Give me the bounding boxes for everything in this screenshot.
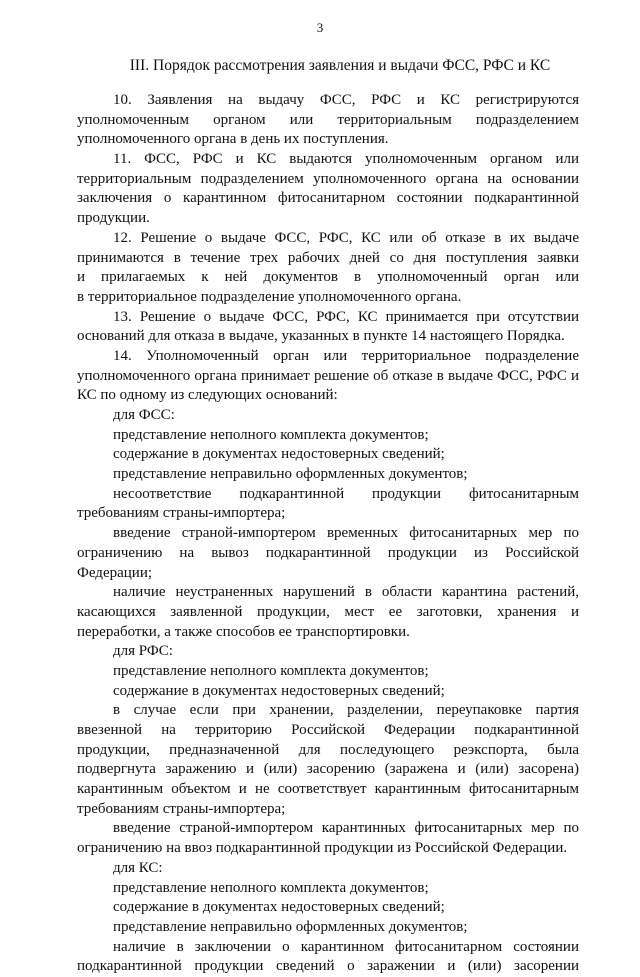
text-line: введение страной-импортером временных фитосанитарных мер по <box>113 525 579 542</box>
section-title: III. Порядок рассмотрения заявления и выдачи ФСС, РФС и КС <box>129 57 551 74</box>
text-line: содержание в документах недостоверных сведений; <box>113 899 445 916</box>
text-line: КС по одному из следующих оснований: <box>77 387 338 404</box>
text-line: касающихся заявленной продукции, мест ее заготовки, хранения и <box>77 603 579 620</box>
text-line: подвергнута заражению и (или) засорению (заражена и (или) засорена) <box>77 761 579 778</box>
text-line: представление неполного комплекта документов; <box>113 879 429 896</box>
text-line: оснований для отказа в выдаче, указанных в пункте 14 настоящего Порядка. <box>77 328 565 345</box>
text-line: наличие неустраненных нарушений в области карантина растений, <box>113 584 579 601</box>
text-line: продукции. <box>77 210 150 227</box>
text-line: введение страной-импортером карантинных фитосанитарных мер по <box>113 820 579 837</box>
text-line: ограничению на вывоз подкарантинной продукции из Российской <box>77 544 579 561</box>
text-line: для ФСС: <box>113 407 175 423</box>
text-line: уполномоченного органа в день их поступления. <box>77 131 389 148</box>
page-number: 3 <box>316 20 324 35</box>
text-line: подкарантинной продукции сведений о заражении и (или) засорении <box>77 958 579 975</box>
text-line: представление неполного комплекта документов; <box>113 662 429 679</box>
text-line: содержание в документах недостоверных сведений; <box>113 446 445 463</box>
text-line: ограничению на ввоз подкарантинной продукции из Российской Федерации. <box>77 840 568 857</box>
text-line: 12. Решение о выдаче ФСС, РФС, КС или об отказе в их выдаче <box>113 229 579 246</box>
document-body <box>77 91 579 977</box>
text-line: 13. Решение о выдаче ФСС, РФС, КС принимается при отсутствии <box>113 308 579 325</box>
text-line: в случае если при хранении, разделении, переупаковке партия <box>113 702 579 719</box>
text-line: 11. ФСС, РФС и КС выдаются уполномоченным органом или <box>113 151 579 168</box>
text-line: уполномоченного органа принимает решение об отказе в выдаче ФСС, РФС и <box>77 367 579 384</box>
text-line: принимаются в течение трех рабочих дней со дня поступления заявки <box>77 249 579 266</box>
text-line: представление неполного комплекта документов; <box>113 426 429 443</box>
text-line: и прилагаемых к ней документов в уполномоченный орган или <box>77 269 579 286</box>
text-line: для РФС: <box>113 643 173 660</box>
text-line: представление неправильно оформленных документов; <box>113 918 468 935</box>
text-line: ввезенной на территорию Российской Федерации подкарантинной <box>77 722 579 738</box>
text-line: Федерации; <box>77 564 153 581</box>
text-line: представление неправильно оформленных документов; <box>113 466 468 483</box>
text-line: уполномоченным органом или территориальным подразделением <box>77 111 579 128</box>
text-line: несоответствие подкарантинной продукции фитосанитарным <box>113 485 579 502</box>
text-line: требованиям страны-импортера; <box>77 505 286 522</box>
text-line: в территориальное подразделение уполномоченного органа. <box>77 288 462 305</box>
text-line: требованиям страны-импортера; <box>77 800 286 817</box>
text-line: продукции, предназначенной для последующего реэкспорта, была <box>77 741 579 758</box>
text-line: 10. Заявления на выдачу ФСС, РФС и КС регистрируются <box>113 92 579 108</box>
text-line: содержание в документах недостоверных сведений; <box>113 682 445 699</box>
text-line: наличие в заключении о карантинном фитосанитарном состоянии <box>113 938 579 955</box>
text-line: для КС: <box>113 859 163 876</box>
text-line: 14. Уполномоченный орган или территориальное подразделение <box>113 347 579 364</box>
text-line: территориальным подразделением уполномоченного органа на основании <box>77 170 579 187</box>
text-line: карантинным объектом и не соответствует карантинным фитосанитарным <box>77 781 579 798</box>
text-line: заключения о карантинном фитосанитарном состоянии подкарантинной <box>77 190 579 207</box>
text-line: переработки, а также способов ее транспортировки. <box>77 623 410 640</box>
